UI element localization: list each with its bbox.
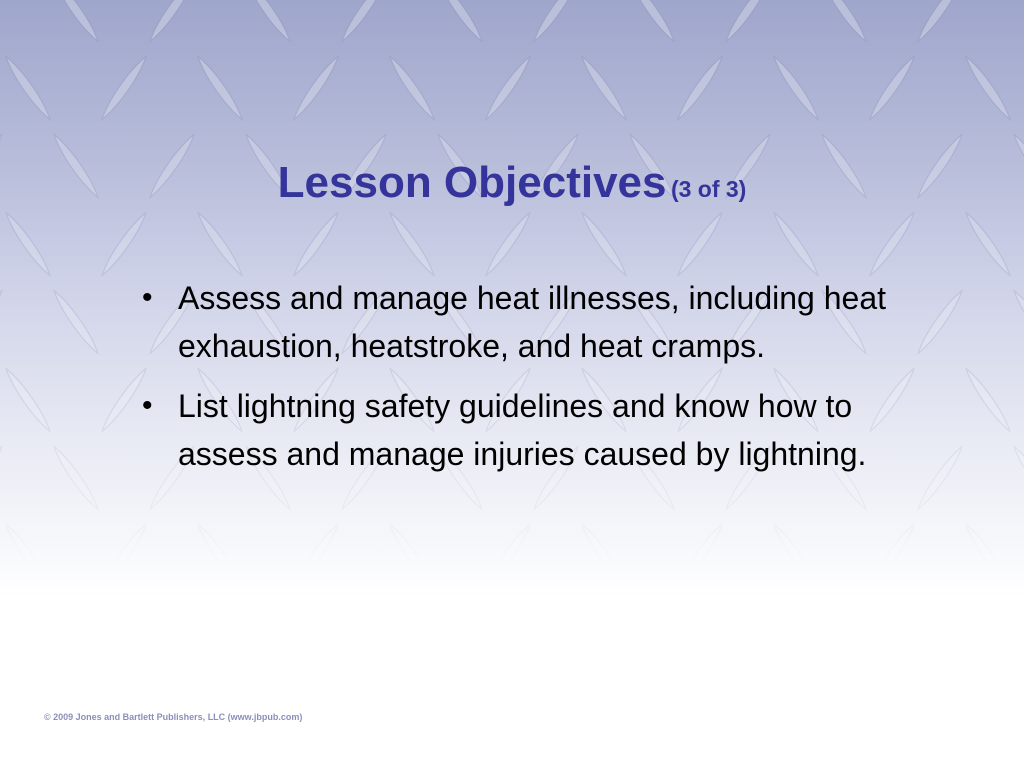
bullet-icon: • [142, 389, 153, 422]
title-part-indicator: (3 of 3) [670, 176, 747, 202]
objective-text: Assess and manage heat illnesses, including heat exhaustion, heatstroke, and heat cramps. [178, 280, 886, 364]
slide-title [0, 158, 1024, 208]
objective-item [140, 382, 940, 478]
objective-text: List lightning safety guidelines and know how to assess and manage injuries caused by lightning. [178, 388, 867, 472]
title-main-text: Lesson Objectives [277, 158, 667, 207]
copyright-footer: © 2009 Jones and Bartlett Publishers, LLC (www.jbpub.com) [44, 712, 303, 722]
objectives-list [140, 274, 940, 490]
bullet-icon: • [142, 281, 153, 314]
objective-item [140, 274, 940, 370]
